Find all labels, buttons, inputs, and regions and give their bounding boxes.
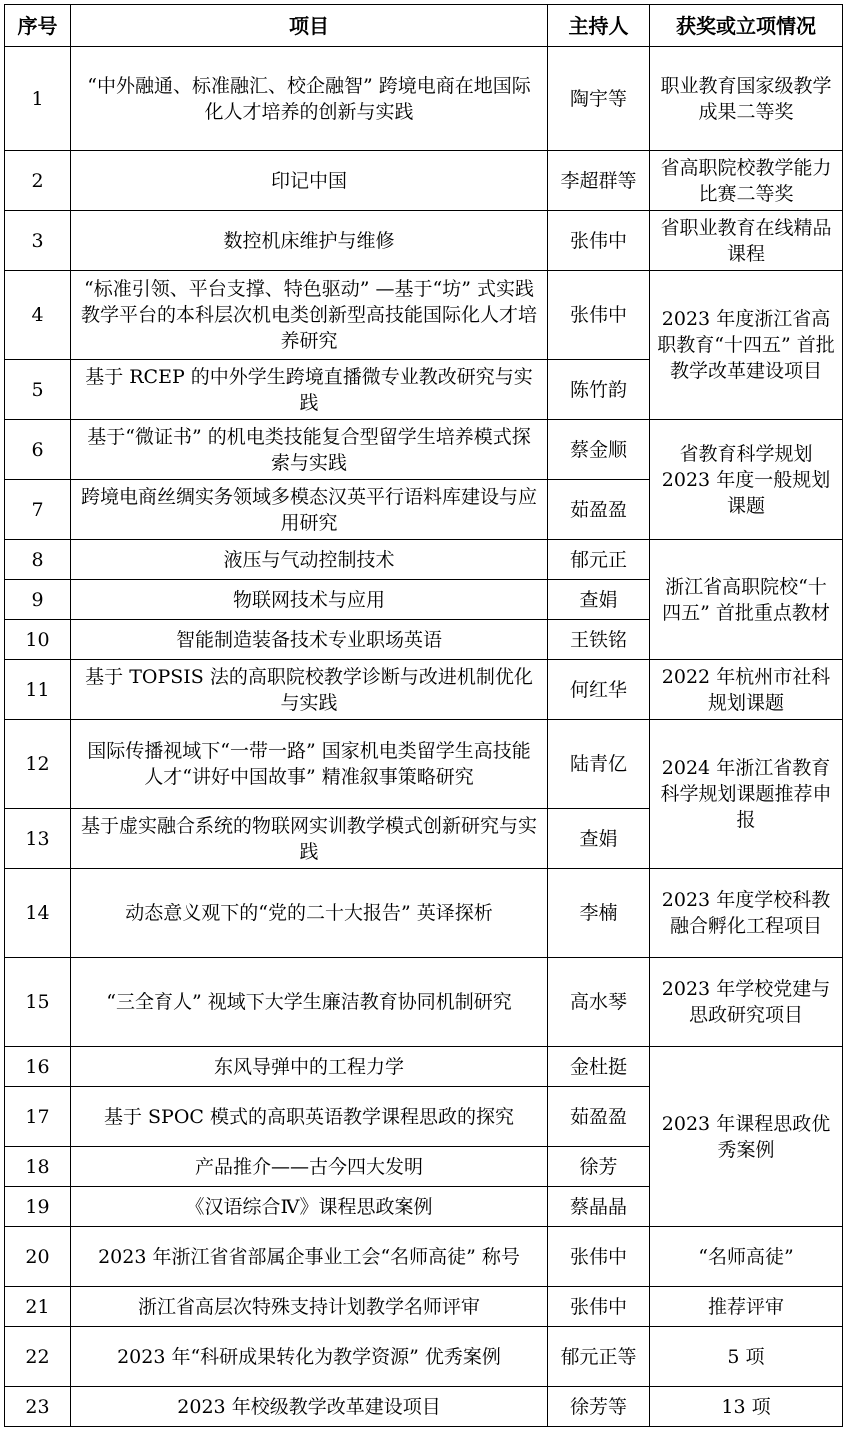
row-award: 2023 年度学校科教融合孵化工程项目 (650, 869, 843, 958)
row-project: 产品推介——古今四大发明 (71, 1147, 548, 1187)
row-no: 21 (5, 1287, 71, 1327)
row-project: 基于 RCEP 的中外学生跨境直播微专业教改研究与实践 (71, 360, 548, 420)
row-award: 13 项 (650, 1387, 843, 1427)
header-host: 主持人 (548, 5, 650, 47)
row-project: 基于虚实融合系统的物联网实训教学模式创新研究与实践 (71, 809, 548, 869)
row-no: 4 (5, 271, 71, 360)
table-row (5, 151, 843, 211)
table-row (5, 420, 843, 480)
row-host: 李超群等 (548, 151, 650, 211)
table-row (5, 869, 843, 958)
row-project: 物联网技术与应用 (71, 580, 548, 620)
table-row (5, 540, 843, 580)
row-no: 20 (5, 1227, 71, 1287)
row-no: 8 (5, 540, 71, 580)
row-host: 张伟中 (548, 271, 650, 360)
row-award: 2023 年学校党建与思政研究项目 (650, 958, 843, 1047)
row-no: 6 (5, 420, 71, 480)
row-award: 2023 年度浙江省高职教育“十四五” 首批教学改革建设项目 (650, 271, 843, 420)
row-award: 2022 年杭州市社科规划课题 (650, 660, 843, 720)
header-award: 获奖或立项情况 (650, 5, 843, 47)
table-row (5, 271, 843, 360)
row-host: 郁元正等 (548, 1327, 650, 1387)
table-row (5, 660, 843, 720)
table-row (5, 958, 843, 1047)
row-project: 2023 年浙江省省部属企事业工会“名师高徒” 称号 (71, 1227, 548, 1287)
row-award: 省职业教育在线精品课程 (650, 211, 843, 271)
row-host: 金杜挺 (548, 1047, 650, 1087)
row-no: 3 (5, 211, 71, 271)
row-project: 印记中国 (71, 151, 548, 211)
row-no: 18 (5, 1147, 71, 1187)
row-no: 12 (5, 720, 71, 809)
row-host: 茹盈盈 (548, 480, 650, 540)
row-no: 2 (5, 151, 71, 211)
row-host: 蔡晶晶 (548, 1187, 650, 1227)
table-row (5, 1047, 843, 1087)
row-host: 王铁铭 (548, 620, 650, 660)
table-row (5, 1227, 843, 1287)
row-host: 张伟中 (548, 1287, 650, 1327)
table-row (5, 1387, 843, 1427)
row-award: 省高职院校教学能力比赛二等奖 (650, 151, 843, 211)
row-project: “三全育人” 视域下大学生廉洁教育协同机制研究 (71, 958, 548, 1047)
row-no: 23 (5, 1387, 71, 1427)
row-award: 职业教育国家级教学成果二等奖 (650, 47, 843, 151)
table-row (5, 1327, 843, 1387)
row-project: 2023 年“科研成果转化为教学资源” 优秀案例 (71, 1327, 548, 1387)
row-host: 高水琴 (548, 958, 650, 1047)
row-no: 22 (5, 1327, 71, 1387)
row-no: 9 (5, 580, 71, 620)
row-host: 陆青亿 (548, 720, 650, 809)
row-host: 查娟 (548, 809, 650, 869)
row-project: 基于 SPOC 模式的高职英语教学课程思政的探究 (71, 1087, 548, 1147)
row-no: 13 (5, 809, 71, 869)
row-host: 何红华 (548, 660, 650, 720)
row-project: 基于 TOPSIS 法的高职院校教学诊断与改进机制优化与实践 (71, 660, 548, 720)
row-project: 浙江省高层次特殊支持计划教学名师评审 (71, 1287, 548, 1327)
row-project: 智能制造装备技术专业职场英语 (71, 620, 548, 660)
row-project: “标准引领、平台支撑、特色驱动” —基于“坊” 式实践教学平台的本科层次机电类创新型高技能国际化人才培养研究 (71, 271, 548, 360)
row-project: 《汉语综合Ⅳ》课程思政案例 (71, 1187, 548, 1227)
row-award: “名师高徒” (650, 1227, 843, 1287)
header-project: 项目 (71, 5, 548, 47)
row-project: 跨境电商丝绸实务领域多模态汉英平行语料库建设与应用研究 (71, 480, 548, 540)
table-row (5, 47, 843, 151)
row-project: 液压与气动控制技术 (71, 540, 548, 580)
row-award: 浙江省高职院校“十四五” 首批重点教材 (650, 540, 843, 660)
row-no: 17 (5, 1087, 71, 1147)
table-row (5, 211, 843, 271)
row-award: 2023 年课程思政优秀案例 (650, 1047, 843, 1227)
row-project: 基于“微证书” 的机电类技能复合型留学生培养模式探索与实践 (71, 420, 548, 480)
row-host: 蔡金顺 (548, 420, 650, 480)
row-host: 茹盈盈 (548, 1087, 650, 1147)
row-no: 15 (5, 958, 71, 1047)
row-project: “中外融通、标准融汇、校企融智” 跨境电商在地国际化人才培养的创新与实践 (71, 47, 548, 151)
row-no: 1 (5, 47, 71, 151)
row-no: 10 (5, 620, 71, 660)
row-award: 省教育科学规划 2023 年度一般规划课题 (650, 420, 843, 540)
row-host: 徐芳等 (548, 1387, 650, 1427)
row-host: 郁元正 (548, 540, 650, 580)
awards-table (4, 4, 843, 1427)
table-row (5, 720, 843, 809)
row-award: 2024 年浙江省教育科学规划课题推荐申报 (650, 720, 843, 869)
row-host: 张伟中 (548, 1227, 650, 1287)
row-host: 陶宇等 (548, 47, 650, 151)
row-project: 数控机床维护与维修 (71, 211, 548, 271)
row-project: 东风导弹中的工程力学 (71, 1047, 548, 1087)
row-project: 国际传播视域下“一带一路” 国家机电类留学生高技能人才“讲好中国故事” 精准叙事策略研究 (71, 720, 548, 809)
row-no: 19 (5, 1187, 71, 1227)
row-no: 7 (5, 480, 71, 540)
header-no: 序号 (5, 5, 71, 47)
row-no: 14 (5, 869, 71, 958)
row-no: 11 (5, 660, 71, 720)
row-award: 推荐评审 (650, 1287, 843, 1327)
table-row (5, 1287, 843, 1327)
header-row (5, 5, 843, 47)
row-host: 李楠 (548, 869, 650, 958)
row-host: 徐芳 (548, 1147, 650, 1187)
row-project: 2023 年校级教学改革建设项目 (71, 1387, 548, 1427)
row-project: 动态意义观下的“党的二十大报告” 英译探析 (71, 869, 548, 958)
row-no: 5 (5, 360, 71, 420)
row-no: 16 (5, 1047, 71, 1087)
row-award: 5 项 (650, 1327, 843, 1387)
row-host: 陈竹韵 (548, 360, 650, 420)
row-host: 查娟 (548, 580, 650, 620)
row-host: 张伟中 (548, 211, 650, 271)
